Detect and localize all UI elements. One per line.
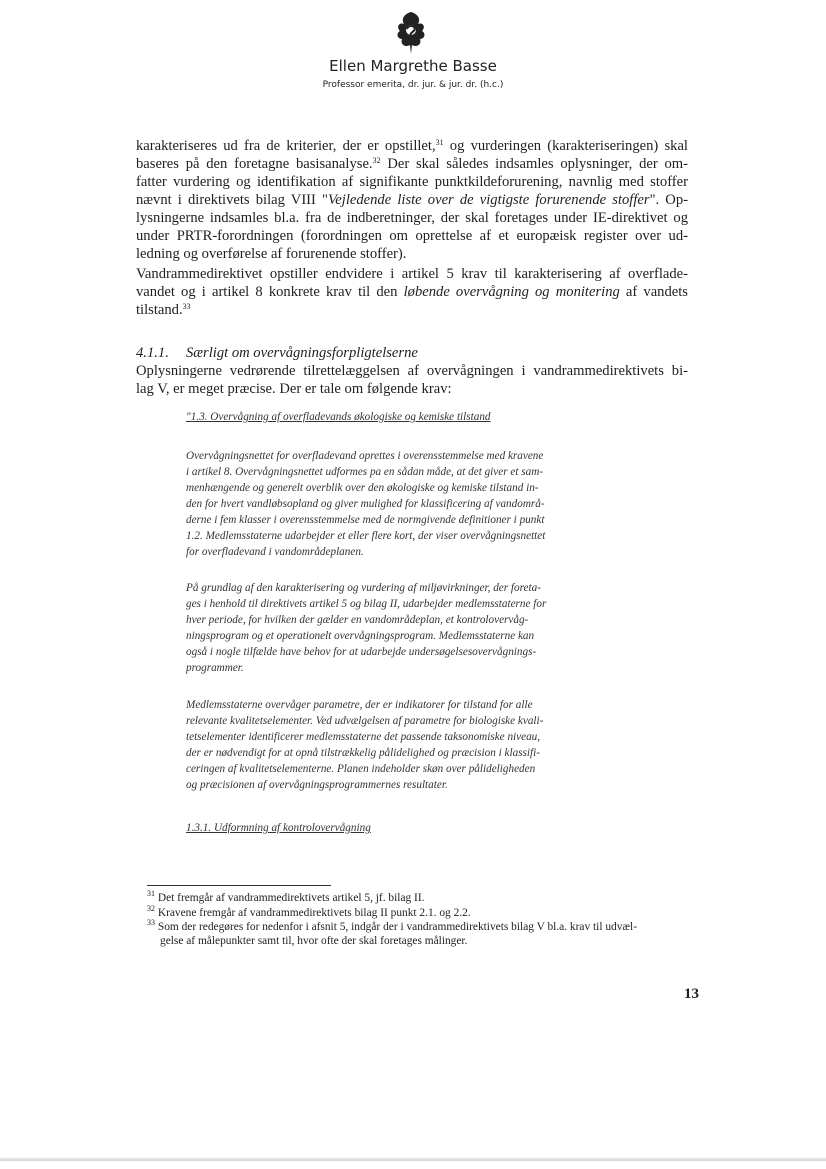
- section-heading: [136, 345, 418, 362]
- footnote-32: $^{32}$ Kravene fremgår af vandrammedirektivets bilag II punkt 2.1. og 2.2.: [147, 904, 471, 919]
- ornament-emblem-icon: [392, 10, 430, 56]
- paragraph-2: Vandrammedirektivet opstiller endvidere i artikel 5 krav til karakterisering af overflade- vandet og i artikel 8 konkrete krav til den løbende overvågning og monitering af vandets tilstand.$^{33}$: [136, 266, 688, 318]
- footnote-ref-33[interactable]: 33: [182, 302, 191, 311]
- page-number: 13: [684, 986, 699, 1002]
- paragraph-3: Oplysningerne vedrørende tilrettelæggelsen af overvågningen i vandrammedirektivets bi- lag V, er meget præcise. Der er tale om følgende krav:: [136, 363, 688, 397]
- footnote-31: $^{31}$ Det fremgår af vandrammedirektivets artikel 5, jf. bilag II.: [147, 889, 425, 904]
- quote-heading: "1.3. Overvågning af overfladevands økologiske og kemiske tilstand: [186, 411, 491, 423]
- quote-subheading: 1.3.1. Udformning af kontrolovervågning: [186, 822, 371, 834]
- author-name: Ellen Margrethe Basse: [329, 57, 497, 75]
- quote-paragraph-2: På grundlag af den karakterisering og vurdering af miljøvirkninger, der foreta- ges i henhold til direktivets artikel 5 og bilag II, udarbejder medlemsstaterne for hver periode, for hvilken der gælder en vandområdeplan, et kontrolovervåg- ningsprogram og et operationelt overvågningsprogram. Medlemsstaterne kan også i nogle tilfælde have behov for at udarbejde undersøgelsesovervågnings- programmer.: [186, 582, 547, 674]
- footnote-ref-32[interactable]: 32: [372, 156, 381, 165]
- author-title: Professor emerita, dr. jur. & jur. dr. (h.c.): [322, 80, 504, 90]
- section-title: Særligt om overvågningsforpligtelserne: [186, 345, 418, 361]
- quote-paragraph-1: Overvågningsnettet for overfladevand oprettes i overensstemmelse med kravene i artikel 8. Overvågningsnettet udformes pa en sådan måde, at det giver et sam- menhængende og generelt overblik over den økologiske og kemiske tilstand in- den for hvert vandløbsopland og giver mulighed for klassificering af vandområ- derne i fem klasser i overensstemmelse med de normgivende definitioner i punkt 1.2. Medlemsstaterne udarbejder et eller flere kort, der viser overvågningsnettet for overfladevand i vandområdeplanen.: [186, 450, 546, 558]
- footnote-33: $^{33}$ Som der redegøres for nedenfor i afsnit 5, indgår der i vandrammedirektivets bilag V bl.a. krav til udvæl- gelse af målepunkter samt til, hvor ofte der skal foretages målinger.: [147, 918, 637, 947]
- section-number: 4.1.1.: [136, 345, 169, 361]
- footnote-ref-31[interactable]: 31: [435, 138, 444, 147]
- quote-paragraph-3: Medlemsstaterne overvåger parametre, der er indikatorer for tilstand for alle relevante kvalitetselementer. Ved udvælgelsen af parametre for biologiske kvali- tetselementer identificerer medlemsstaterne det passende taksonomiske niveau, der er nødvendigt for at opnå tilstrækkelig pålidelighed og præcision i klassifi- ceringen af kvalitetselementerne. Planen indeholder skøn over pålideligheden og præcisionen af overvågningsprogrammernes resultater.: [186, 699, 544, 791]
- scan-edge: [0, 1158, 826, 1161]
- footnote-divider: [147, 885, 331, 886]
- paragraph-1: karakteriseres ud fra de kriterier, der er opstillet,$^{31}$ og vurderingen (karakteriseringen) skal baseres på den foretagne basisanalyse.$^{32}$ Der skal således indsamles oplysninger, der om- fatter vurdering og identifikation af signifikante punktkildeforurening, navnlig med stoffer nævnt i direktivets bilag VIII "Vejledende liste over de vigtigste forurenende stoffer". Op- lysningerne indsamles bl.a. fra de indberetninger, der skal foretages under IE-direktivet og under PRTR-forordningen (forordningen om oprettelse af et europæisk register over ud- ledning og overførelse af forurenende stoffer).: [136, 138, 688, 262]
